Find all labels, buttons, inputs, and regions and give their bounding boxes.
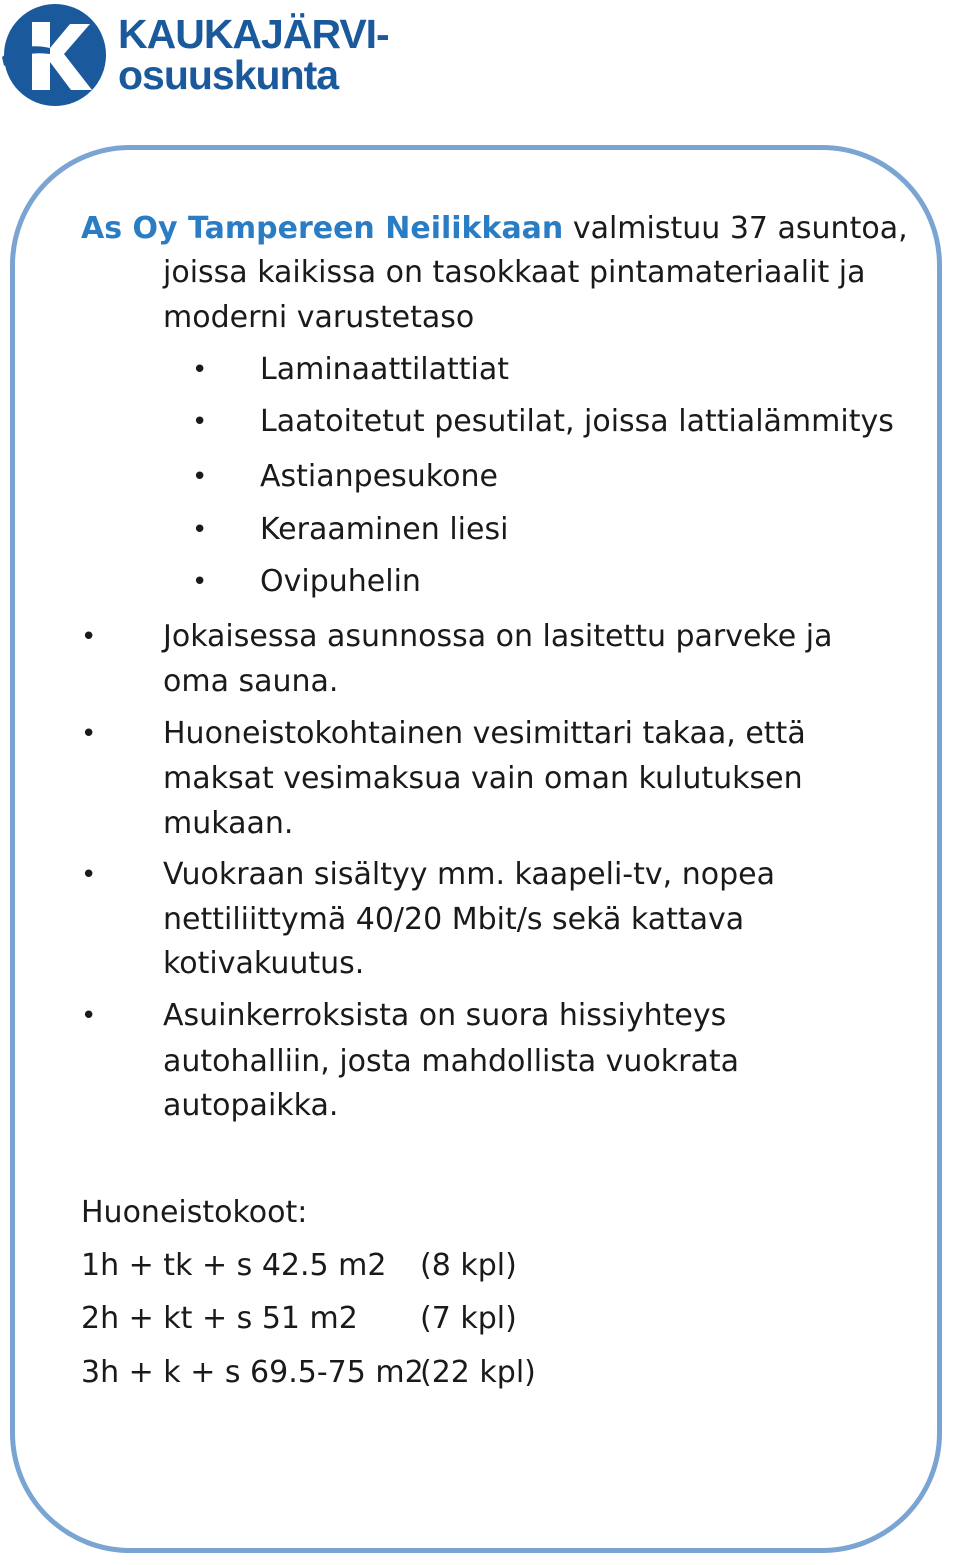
sub-item: Keraaminen liesi	[260, 512, 509, 547]
bullet-dot: •	[81, 860, 97, 890]
size-count: (8 kpl)	[420, 1248, 517, 1283]
sizes-title: Huoneistokoot:	[81, 1195, 308, 1230]
sub-item: Laminaattilattiat	[260, 352, 510, 387]
bullet-text: mukaan.	[163, 806, 294, 841]
bullet-dot: •	[192, 515, 208, 545]
bullet-dot: •	[192, 355, 208, 385]
size-type: 2h + kt + s 51 m2	[81, 1301, 358, 1336]
intro-highlight: As Oy Tampereen Neilikkaan	[81, 211, 564, 246]
bullet-text: Huoneistokohtainen vesimittari takaa, että	[163, 716, 806, 751]
k-logo-icon	[2, 2, 108, 108]
sub-item: Astianpesukone	[260, 459, 498, 494]
size-type: 1h + tk + s 42.5 m2	[81, 1248, 387, 1283]
size-count: (22 kpl)	[420, 1355, 536, 1390]
intro-line-1	[81, 206, 908, 252]
bullet-text: nettiliittymä 40/20 Mbit/s sekä kattava	[163, 902, 745, 937]
bullet-dot: •	[81, 1001, 97, 1031]
bullet-text: Jokaisessa asunnossa on lasitettu parveke ja	[163, 619, 833, 654]
intro-line-1-rest: valmistuu 37 asuntoa,	[563, 211, 908, 246]
brand-name	[118, 11, 389, 98]
bullet-text: kotivakuutus.	[163, 946, 365, 981]
bullet-text: autohalliin, josta mahdollista vuokrata	[163, 1044, 740, 1079]
bullet-dot: •	[81, 622, 97, 652]
intro-line-2: joissa kaikissa on tasokkaat pintamateriaalit ja	[163, 255, 866, 290]
bullet-text: Vuokraan sisältyy mm. kaapeli-tv, nopea	[163, 857, 775, 892]
bullet-text: autopaikka.	[163, 1088, 339, 1123]
intro-line-3: moderni varustetaso	[163, 300, 475, 335]
bullet-text: oma sauna.	[163, 664, 339, 699]
bullet-dot: •	[192, 462, 208, 492]
sub-item: Ovipuhelin	[260, 564, 421, 599]
bullet-dot: •	[192, 567, 208, 597]
size-type: 3h + k + s 69.5-75 m2	[81, 1355, 424, 1390]
bullet-text: Asuinkerroksista on suora hissiyhteys	[163, 998, 727, 1033]
bullet-dot: •	[81, 719, 97, 749]
logo	[0, 0, 389, 110]
brand-line-1: KAUKAJÄRVI-	[118, 11, 389, 57]
sub-item: Laatoitetut pesutilat, joissa lattialämmitys	[260, 404, 894, 439]
bullet-dot: •	[192, 407, 208, 437]
size-count: (7 kpl)	[420, 1301, 517, 1336]
bullet-text: maksat vesimaksua vain oman kulutuksen	[163, 761, 803, 796]
brand-line-2: osuuskunta	[118, 52, 339, 98]
